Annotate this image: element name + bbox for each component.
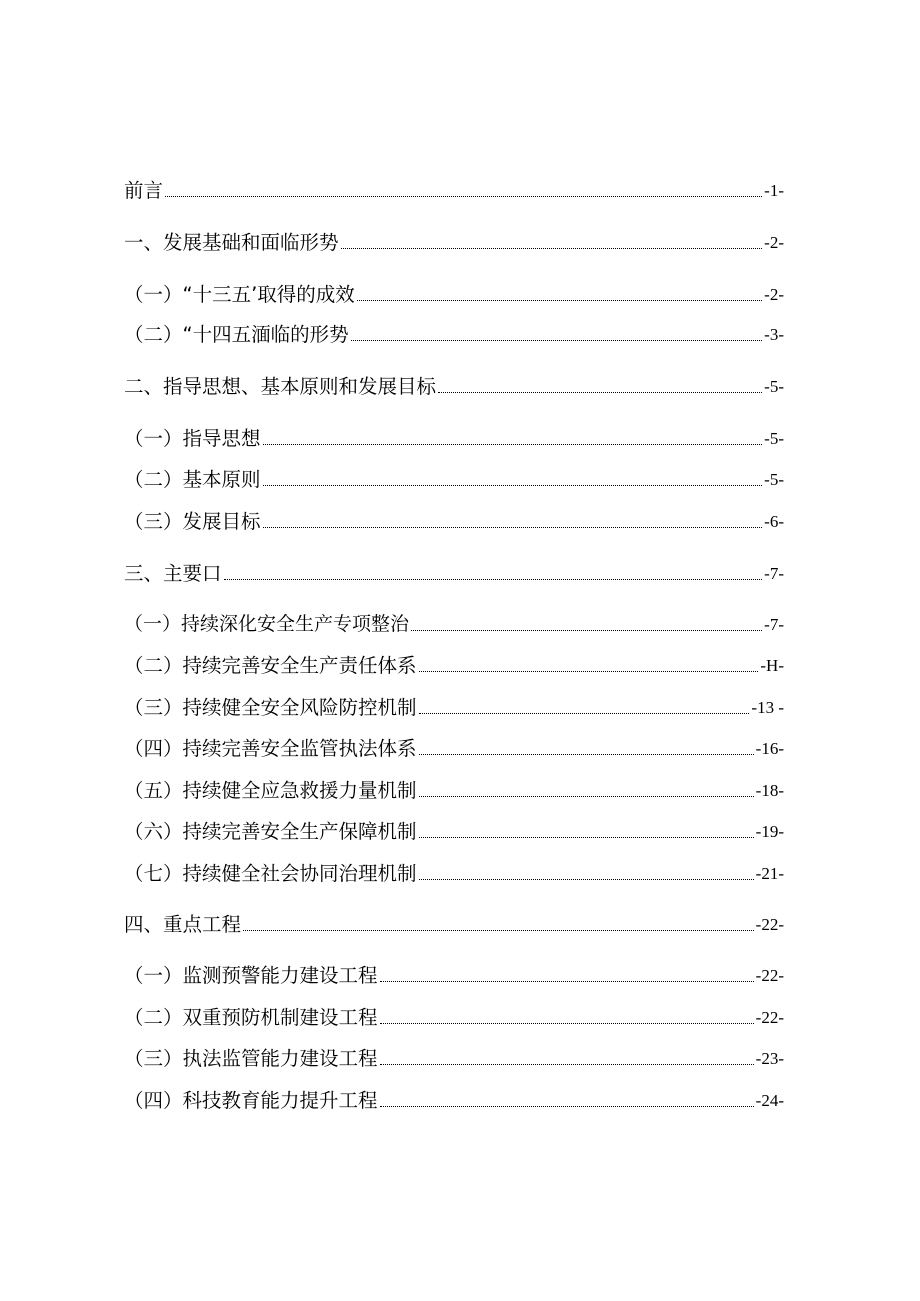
dot-leader — [419, 836, 754, 838]
toc-entry-section-4[interactable] — [124, 906, 784, 936]
toc-entry-page: -13 - — [751, 698, 784, 717]
toc-entry-4-2[interactable] — [124, 999, 784, 1029]
toc-entry-2-2[interactable] — [124, 461, 784, 491]
toc-entry-page: -18- — [755, 781, 784, 800]
dot-leader — [380, 1063, 754, 1065]
dot-leader — [438, 391, 762, 393]
toc-entry-title: （一）“十三五’取得的成效 — [124, 282, 355, 306]
toc-entry-title: （一）监测预警能力建设工程 — [124, 963, 378, 987]
toc-entry-1-1[interactable] — [124, 276, 784, 306]
toc-entry-page: -19- — [755, 822, 784, 841]
dot-leader — [419, 712, 750, 714]
toc-entry-3-7[interactable] — [124, 855, 784, 885]
toc-entry-section-3[interactable] — [124, 555, 784, 585]
dot-leader — [243, 929, 754, 931]
toc-entry-title: （一）持续深化安全生产专项整治 — [124, 613, 410, 635]
toc-entry-3-4[interactable] — [124, 730, 784, 760]
dot-leader — [419, 878, 754, 880]
toc-entry-title: （七）持续健全社会协同治理机制 — [124, 861, 417, 885]
toc-entry-page: -6- — [764, 512, 784, 531]
toc-entry-4-3[interactable] — [124, 1040, 784, 1070]
toc-entry-page: -22- — [755, 915, 784, 934]
toc-entry-title: 二、指导思想、基本原则和发展目标 — [124, 374, 437, 398]
toc-entry-page: -2- — [764, 233, 784, 252]
dot-leader — [341, 247, 763, 249]
toc-entry-preface[interactable] — [124, 172, 784, 202]
toc-entry-title: （二）基本原则 — [124, 467, 261, 491]
dot-leader — [411, 629, 762, 631]
toc-entry-3-1[interactable] — [124, 606, 784, 636]
toc-entry-page: -5- — [764, 470, 784, 489]
toc-entry-section-2[interactable] — [124, 368, 784, 398]
toc-entry-title: （三）执法监管能力建设工程 — [124, 1046, 378, 1070]
toc-entry-page: -22- — [755, 1008, 784, 1027]
toc-entry-title: （二）“十四五湎临的形势 — [124, 322, 349, 346]
toc-entry-page: -5- — [764, 377, 784, 396]
toc-entry-page: -H- — [760, 656, 784, 675]
dot-leader — [263, 443, 763, 445]
toc-entry-page: -24- — [755, 1091, 784, 1110]
toc-entry-3-3[interactable] — [124, 689, 784, 719]
dot-leader — [380, 980, 754, 982]
dot-leader — [419, 753, 754, 755]
dot-leader — [351, 339, 763, 341]
dot-leader — [419, 670, 759, 672]
dot-leader — [263, 484, 763, 486]
toc-entry-title: （四）科技教育能力提升工程 — [124, 1088, 378, 1112]
dot-leader — [263, 526, 763, 528]
dot-leader — [419, 795, 754, 797]
toc-entry-title: （六）持续完善安全生产保障机制 — [124, 819, 417, 843]
toc-entry-2-1[interactable] — [124, 420, 784, 450]
toc-entry-title: 三、主要口 — [124, 561, 222, 585]
toc-entry-section-1[interactable] — [124, 224, 784, 254]
toc-entry-title: （二）持续完善安全生产责任体系 — [124, 653, 417, 677]
toc-entry-page: -21- — [755, 864, 784, 883]
dot-leader — [224, 578, 763, 580]
toc-entry-title: （四）持续完善安全监管执法体系 — [124, 736, 417, 760]
toc-entry-2-3[interactable] — [124, 503, 784, 533]
toc-entry-title: （二）双重预防机制建设工程 — [124, 1005, 378, 1029]
dot-leader — [357, 299, 762, 301]
toc-entry-page: -7- — [764, 564, 784, 583]
dot-leader — [380, 1105, 754, 1107]
toc-entry-3-6[interactable] — [124, 813, 784, 843]
dot-leader — [380, 1022, 754, 1024]
toc-entry-page: -1- — [764, 181, 784, 200]
toc-entry-page: -23- — [755, 1049, 784, 1068]
toc-entry-4-1[interactable] — [124, 957, 784, 987]
toc-entry-page: -16- — [755, 739, 784, 758]
toc-entry-3-2[interactable] — [124, 647, 784, 677]
toc-entry-title: （一）指导思想 — [124, 426, 261, 450]
toc-entry-page: -3- — [764, 325, 784, 344]
toc-entry-page: -5- — [764, 429, 784, 448]
toc-entry-3-5[interactable] — [124, 772, 784, 802]
dot-leader — [165, 195, 762, 197]
toc-entry-page: -22- — [755, 966, 784, 985]
toc-entry-title: 四、重点工程 — [124, 912, 242, 936]
toc-entry-title: （三）持续健全安全风险防控机制 — [124, 695, 417, 719]
toc-entry-title: （五）持续健全应急救援力量机制 — [124, 778, 417, 802]
toc-entry-4-4[interactable] — [124, 1082, 784, 1112]
toc-entry-page: -2- — [764, 285, 784, 304]
toc-entry-page: -7- — [764, 615, 784, 634]
toc-entry-title: （三）发展目标 — [124, 509, 261, 533]
toc-entry-1-2[interactable] — [124, 316, 784, 346]
toc-entry-title: 一、发展基础和面临形势 — [124, 230, 339, 254]
toc-entry-title: 前言 — [124, 178, 164, 202]
